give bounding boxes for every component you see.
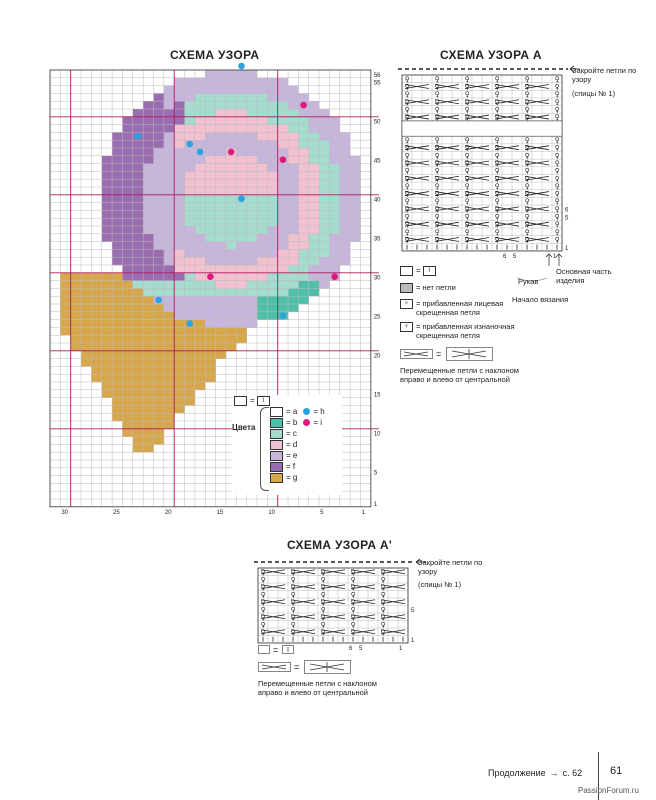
increase-stitch-symbol: ♀ [404,151,410,160]
increase-stitch-symbol: ♀ [380,575,386,584]
increase-stitch-symbol: ♀ [524,159,530,168]
increase-stitch-symbol: ♀ [524,167,530,176]
legend-inc-purl: = прибавленная изнаночная скрещенная петля [416,322,515,340]
chart-a-title: СХЕМА УЗОРА А [440,48,542,62]
increase-stitch-symbol: ♀ [494,174,500,183]
increase-stitch-symbol: ♀ [320,605,326,614]
col-label: 1 [399,646,403,652]
increase-stitch-symbol: ♀ [434,197,440,206]
increase-stitch-symbol: ♀ [350,613,356,622]
increase-stitch-symbol: ♀ [404,167,410,176]
chart-a-needles: (спицы № 1) [572,89,616,98]
increase-stitch-symbol: ♀ [464,113,470,122]
increase-stitch-symbol: ♀ [320,583,326,592]
increase-stitch-symbol: ♀ [260,628,266,637]
increase-stitch-symbol: ♀ [404,182,410,191]
increase-stitch-symbol: ♀ [554,213,560,222]
increase-stitch-symbol: ♀ [404,213,410,222]
legend-dot-key-i: = i [313,418,323,427]
svg-text:=: = [294,662,300,672]
increase-stitch-symbol: ♀ [524,235,530,244]
row-number: 25 [373,314,381,321]
increase-stitch-symbol: ♀ [494,151,500,160]
legend-no-stitch: = нет петли [416,283,456,292]
chart-a-legend: = I = нет петли ♀ = прибавленная лицевая скрещенная петля ♀ = прибавленная изнаночная скрещенная петля [400,265,540,340]
increase-stitch-symbol: ♀ [464,75,470,84]
increase-stitch-symbol: ♀ [404,98,410,107]
increase-stitch-symbol: ♀ [350,583,356,592]
legend-a-knit: I [423,266,436,276]
row-label: 1 [565,245,569,252]
increase-stitch-symbol: ♀ [494,144,500,153]
legend-inc-purl-swatch: ♀ [400,322,413,332]
row-label: 1 [411,638,415,644]
color-legend: = I Цвета = a = h = b = i = c = d = e = f = g [232,395,342,495]
increase-stitch-symbol: ♀ [494,90,500,99]
increase-stitch-symbol: ♀ [524,82,530,91]
legend-key-c: = c [286,429,297,438]
increase-stitch-symbol: ♀ [290,598,296,607]
row-number: 45 [373,158,381,165]
col-label: 5 [513,253,517,260]
increase-stitch-symbol: ♀ [554,113,560,122]
increase-stitch-symbol: ♀ [464,144,470,153]
increase-stitch-symbol: ♀ [260,620,266,629]
increase-stitch-symbol: ♀ [350,605,356,614]
row-number: 50 [373,119,381,126]
increase-stitch-symbol: ♀ [404,75,410,84]
increase-stitch-symbol: ♀ [260,598,266,607]
increase-stitch-symbol: ♀ [434,205,440,214]
increase-stitch-symbol: ♀ [434,174,440,183]
increase-stitch-symbol: ♀ [350,575,356,584]
watermark: PassionForum.ru [578,786,639,795]
increase-stitch-symbol: ♀ [290,605,296,614]
increase-stitch-symbol: ♀ [524,90,530,99]
col-number: 10 [268,509,276,516]
legend-key-g: = g [286,473,298,482]
increase-stitch-symbol: ♀ [320,568,326,577]
increase-stitch-symbol: ♀ [404,159,410,168]
svg-text:=: = [436,349,442,359]
increase-stitch-symbol: ♀ [260,575,266,584]
arrow-right-icon: → [549,768,559,778]
increase-stitch-symbol: ♀ [554,82,560,91]
increase-stitch-symbol: ♀ [290,628,296,637]
col-number: 1 [361,509,365,516]
continued-label: Продолжение [488,768,546,778]
increase-stitch-symbol: ♀ [464,174,470,183]
increase-stitch-symbol: ♀ [380,605,386,614]
increase-stitch-symbol: ♀ [380,583,386,592]
row-label: 5 [411,608,415,614]
increase-stitch-symbol: ♀ [260,568,266,577]
col-number: 25 [113,509,120,516]
increase-stitch-symbol: ♀ [554,174,560,183]
row-number: 20 [373,353,381,360]
increase-stitch-symbol: ♀ [404,90,410,99]
increase-stitch-symbol: ♀ [434,167,440,176]
increase-stitch-symbol: ♀ [464,159,470,168]
increase-stitch-symbol: ♀ [350,590,356,599]
chart-a2-legend-blank [258,645,298,655]
increase-stitch-symbol: ♀ [434,220,440,229]
increase-stitch-symbol: ♀ [494,98,500,107]
increase-stitch-symbol: ♀ [524,174,530,183]
increase-stitch-symbol: ♀ [380,598,386,607]
increase-stitch-symbol: ♀ [524,144,530,153]
increase-stitch-symbol: ♀ [434,82,440,91]
increase-stitch-symbol: ♀ [404,205,410,214]
increase-stitch-symbol: ♀ [434,151,440,160]
increase-stitch-symbol: ♀ [554,151,560,160]
row-number: 10 [373,431,381,438]
row-number: 15 [373,392,381,399]
increase-stitch-symbol: ♀ [380,590,386,599]
increase-stitch-symbol: ♀ [464,182,470,191]
increase-stitch-symbol: ♀ [290,620,296,629]
increase-stitch-symbol: ♀ [494,213,500,222]
increase-stitch-symbol: ♀ [494,113,500,122]
increase-stitch-symbol: ♀ [350,620,356,629]
increase-stitch-symbol: ♀ [404,144,410,153]
increase-stitch-symbol: ♀ [464,98,470,107]
increase-stitch-symbol: ♀ [404,136,410,145]
increase-stitch-symbol: ♀ [494,82,500,91]
increase-stitch-symbol: ♀ [464,105,470,114]
legend-dot-key-h: = h [313,407,325,416]
increase-stitch-symbol: ♀ [320,620,326,629]
increase-stitch-symbol: ♀ [464,213,470,222]
chart-a-bind-off: Закройте петли по узору [572,66,637,84]
row-label: 6 [565,207,569,214]
col-number: 30 [61,509,69,516]
increase-stitch-symbol: ♀ [404,235,410,244]
increase-stitch-symbol: ♀ [320,613,326,622]
row-label: 5 [565,215,569,222]
increase-stitch-symbol: ♀ [554,105,560,114]
chart-a-cable-desc: Перемещенные петли с наклоном вправо и влево от центральной [400,366,519,384]
increase-stitch-symbol: ♀ [404,113,410,122]
increase-stitch-symbol: ♀ [380,568,386,577]
col-label: 1 [553,253,557,260]
increase-stitch-symbol: ♀ [434,75,440,84]
col-number: 15 [216,509,224,516]
increase-stitch-symbol: ♀ [464,90,470,99]
increase-stitch-symbol: ♀ [260,613,266,622]
chart-a-start: Начало вязания [512,295,569,304]
increase-stitch-symbol: ♀ [404,220,410,229]
increase-stitch-symbol: ♀ [554,228,560,237]
svg-text:=: = [273,645,279,655]
legend-key-a: = a [286,407,298,416]
increase-stitch-symbol: ♀ [524,205,530,214]
increase-stitch-symbol: ♀ [464,136,470,145]
increase-stitch-symbol: ♀ [320,628,326,637]
increase-stitch-symbol: ♀ [434,213,440,222]
continued-note [488,768,582,778]
increase-stitch-symbol: ♀ [524,151,530,160]
chart-a2-bind-off: Закройте петли по узору [418,558,483,576]
increase-stitch-symbol: ♀ [464,197,470,206]
increase-stitch-symbol: ♀ [524,182,530,191]
legend-key-d: = d [286,440,298,449]
increase-stitch-symbol: ♀ [404,228,410,237]
legend-key-b: = b [286,418,298,427]
increase-stitch-symbol: ♀ [524,228,530,237]
increase-stitch-symbol: ♀ [350,628,356,637]
increase-stitch-symbol: ♀ [524,105,530,114]
increase-stitch-symbol: ♀ [554,205,560,214]
row-number: 55 [373,80,381,87]
increase-stitch-symbol: ♀ [494,105,500,114]
increase-stitch-symbol: ♀ [464,167,470,176]
increase-stitch-symbol: ♀ [464,205,470,214]
colors-label: Цвета [232,423,256,432]
increase-stitch-symbol: ♀ [434,113,440,122]
increase-stitch-symbol: ♀ [554,220,560,229]
increase-stitch-symbol: ♀ [434,144,440,153]
increase-stitch-symbol: ♀ [554,190,560,199]
increase-stitch-symbol: ♀ [494,159,500,168]
increase-stitch-symbol: ♀ [494,182,500,191]
increase-stitch-symbol: ♀ [260,583,266,592]
increase-stitch-symbol: ♀ [554,136,560,145]
increase-stitch-symbol: ♀ [434,235,440,244]
legend-key-f: = f [286,462,296,471]
cable-legend-symbol-a2 [258,660,354,674]
increase-stitch-symbol: ♀ [494,190,500,199]
increase-stitch-symbol: ♀ [290,575,296,584]
increase-stitch-symbol: ♀ [320,598,326,607]
increase-stitch-symbol: ♀ [524,113,530,122]
increase-stitch-symbol: ♀ [494,205,500,214]
increase-stitch-symbol: ♀ [434,136,440,145]
row-number: 1 [373,501,378,508]
col-label: 5 [359,646,363,652]
increase-stitch-symbol: ♀ [464,82,470,91]
increase-stitch-symbol: ♀ [404,174,410,183]
increase-stitch-symbol: ♀ [524,220,530,229]
increase-stitch-symbol: ♀ [290,613,296,622]
continued-page-ref: с. 62 [562,768,583,778]
chart-a-main-part: Основная часть изделия [556,267,612,285]
increase-stitch-symbol: ♀ [260,590,266,599]
increase-stitch-symbol: ♀ [554,182,560,191]
increase-stitch-symbol: ♀ [554,167,560,176]
increase-stitch-symbol: ♀ [434,228,440,237]
row-number: 40 [373,197,381,204]
increase-stitch-symbol: ♀ [380,628,386,637]
increase-stitch-symbol: ♀ [494,167,500,176]
increase-stitch-symbol: ♀ [320,575,326,584]
increase-stitch-symbol: ♀ [494,136,500,145]
increase-stitch-symbol: ♀ [290,590,296,599]
increase-stitch-symbol: ♀ [494,197,500,206]
increase-stitch-symbol: ♀ [494,75,500,84]
col-number: 20 [164,509,172,516]
row-number: 56 [373,72,381,79]
legend-inc-knit: = прибавленная лицевая скрещенная петля [416,299,504,317]
col-label: 6 [503,253,507,260]
increase-stitch-symbol: ♀ [290,568,296,577]
chart-a2-title: СХЕМА УЗОРА А' [287,538,393,552]
increase-stitch-symbol: ♀ [380,613,386,622]
increase-stitch-symbol: ♀ [524,75,530,84]
increase-stitch-symbol: ♀ [464,235,470,244]
increase-stitch-symbol: ♀ [380,620,386,629]
increase-stitch-symbol: ♀ [524,197,530,206]
increase-stitch-symbol: ♀ [464,151,470,160]
col-number: 5 [320,509,324,516]
increase-stitch-symbol: ♀ [524,190,530,199]
increase-stitch-symbol: ♀ [554,197,560,206]
increase-stitch-symbol: ♀ [404,197,410,206]
legend-knit-symbol: I [257,396,270,406]
increase-stitch-symbol: ♀ [554,98,560,107]
row-number: 30 [373,275,381,282]
increase-stitch-symbol: ♀ [350,598,356,607]
increase-stitch-symbol: ♀ [434,98,440,107]
increase-stitch-symbol: ♀ [434,190,440,199]
increase-stitch-symbol: ♀ [404,82,410,91]
legend-inc-knit-swatch: ♀ [400,299,413,309]
increase-stitch-symbol: ♀ [434,159,440,168]
row-number: 5 [373,470,378,477]
increase-stitch-symbol: ♀ [404,105,410,114]
legend-key-e: = e [286,451,298,460]
row-number: 35 [373,236,381,243]
chart-a2-needles: (спицы № 1) [418,580,462,589]
increase-stitch-symbol: ♀ [494,235,500,244]
increase-stitch-symbol: ♀ [464,228,470,237]
increase-stitch-symbol: ♀ [554,159,560,168]
chart-a2-cable-desc: Перемещенные петли с наклоном вправо и влево от центральной [258,679,377,697]
increase-stitch-symbol: ♀ [290,583,296,592]
increase-stitch-symbol: ♀ [524,98,530,107]
increase-stitch-symbol: ♀ [320,590,326,599]
increase-stitch-symbol: ♀ [434,105,440,114]
increase-stitch-symbol: ♀ [554,235,560,244]
increase-stitch-symbol: ♀ [554,90,560,99]
increase-stitch-symbol: ♀ [464,220,470,229]
increase-stitch-symbol: ♀ [434,90,440,99]
increase-stitch-symbol: ♀ [554,144,560,153]
chart-a-sleeve: Рукав [518,277,539,286]
increase-stitch-symbol: ♀ [260,605,266,614]
col-label: 6 [349,646,353,652]
page-number: 61 [610,765,623,777]
increase-stitch-symbol: ♀ [554,75,560,84]
main-chart-title: СХЕМА УЗОРА [170,48,260,62]
increase-stitch-symbol: ♀ [524,213,530,222]
increase-stitch-symbol: ♀ [524,136,530,145]
increase-stitch-symbol: ♀ [494,228,500,237]
increase-stitch-symbol: ♀ [494,220,500,229]
increase-stitch-symbol: ♀ [464,190,470,199]
increase-stitch-symbol: ♀ [350,568,356,577]
increase-stitch-symbol: ♀ [404,190,410,199]
increase-stitch-symbol: ♀ [434,182,440,191]
